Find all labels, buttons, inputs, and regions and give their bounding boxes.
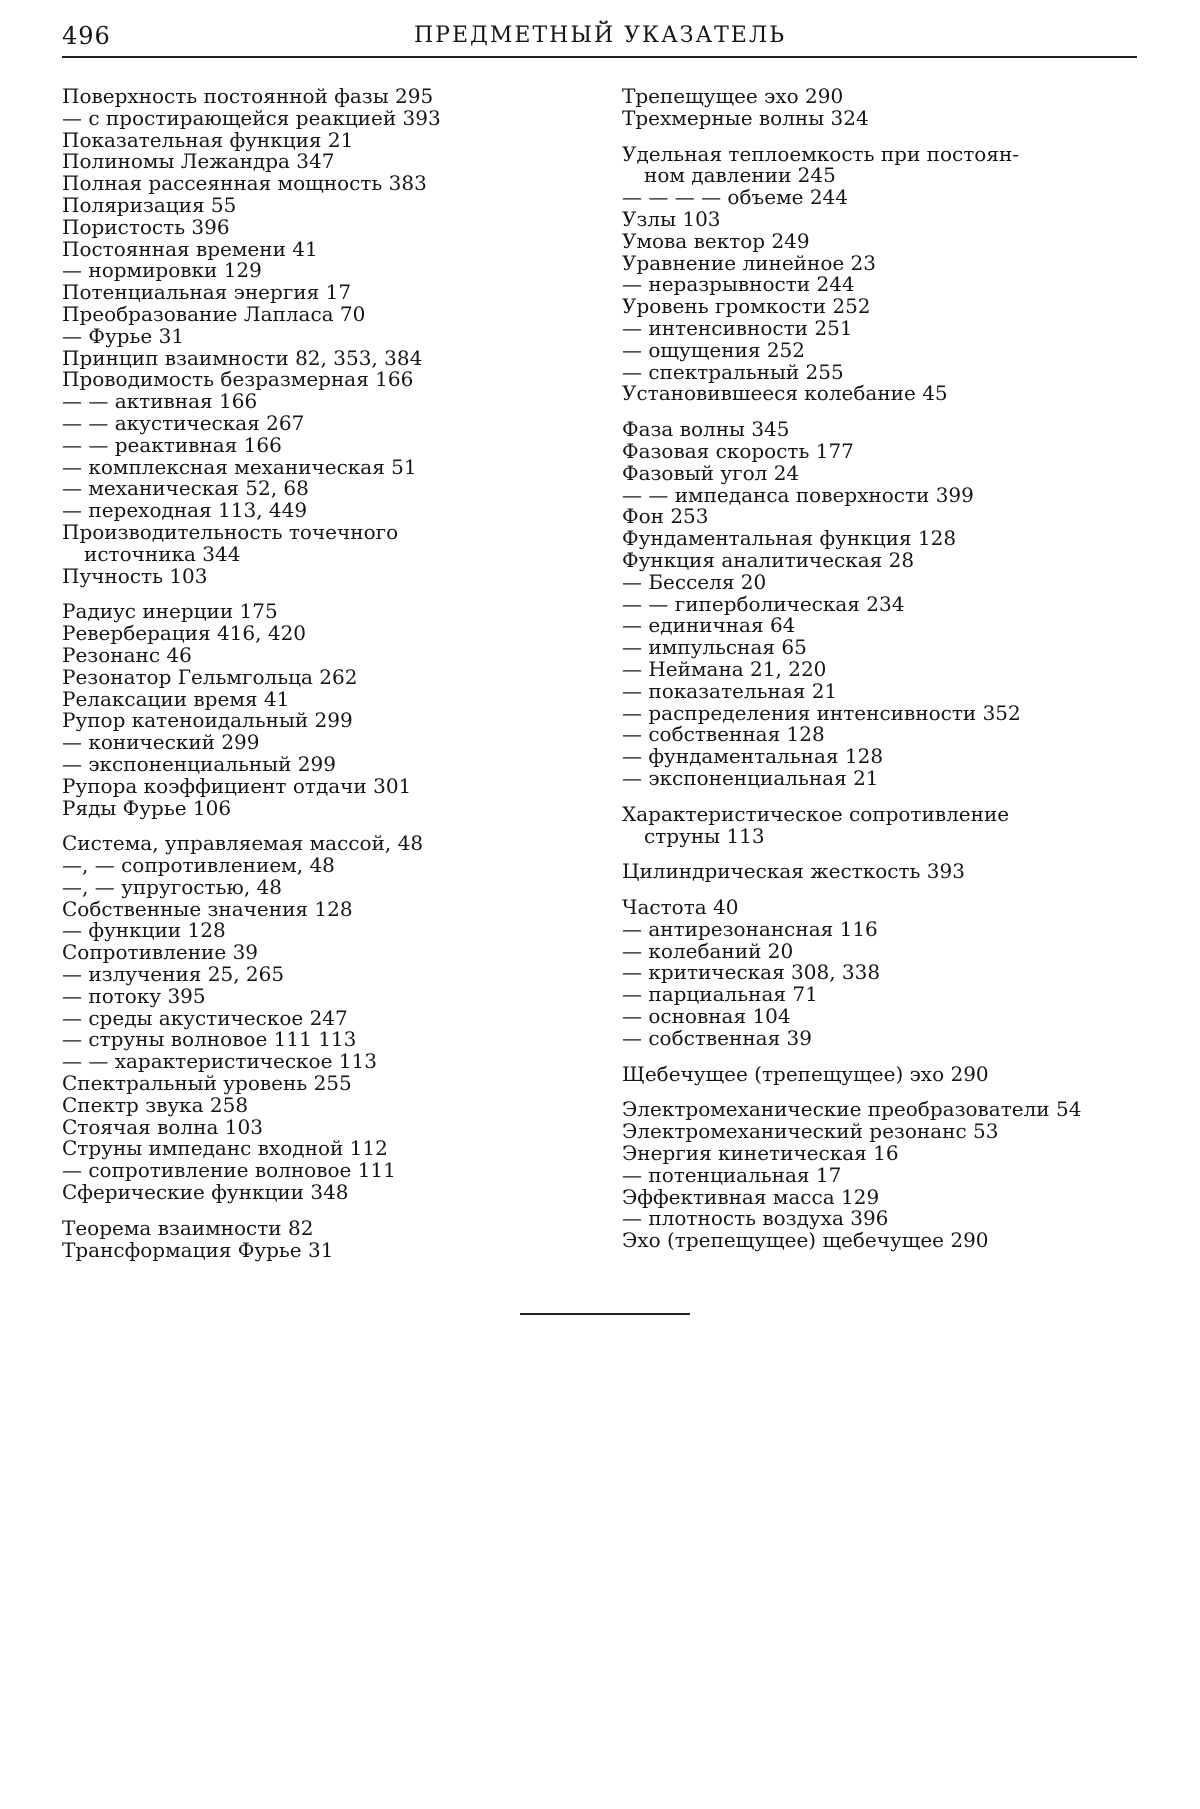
index-entry: — основная 104 — [622, 1004, 791, 1029]
index-entry: — — акустическая 267 — [62, 410, 305, 435]
page-number: 496 — [62, 22, 111, 50]
index-entry: Спектральный уровень 255 — [62, 1071, 352, 1096]
index-entry: Принцип взаимности 82, 353, 384 — [62, 345, 423, 370]
index-entry: — — импеданса поверхности 399 — [622, 482, 974, 507]
index-entry: Релаксации время 41 — [62, 686, 290, 711]
index-entry: струны 113 — [644, 823, 765, 848]
index-letter-group — [622, 86, 1142, 130]
index-entry: источника 344 — [84, 541, 241, 566]
index-entry: Поверхность постоянной фазы 295 — [62, 84, 434, 108]
index-entry: Показательная функция 21 — [62, 127, 354, 152]
index-entry: Фазовая скорость 177 — [622, 438, 854, 463]
index-letter-group — [622, 141, 1142, 406]
index-entry: Теорема взаимности 82 — [62, 1215, 314, 1240]
index-entry: — неразрывности 244 — [622, 272, 855, 297]
index-entry: Уровень громкости 252 — [622, 294, 871, 319]
index-entry: Струны импеданс входной 112 — [62, 1136, 388, 1161]
index-entry: Фундаментальная функция 128 — [622, 526, 957, 551]
index-entry: Трехмерные волны 324 — [622, 105, 869, 130]
index-entry: — переходная 113, 449 — [62, 498, 308, 523]
index-entry: Полиномы Лежандра 347 — [62, 149, 335, 174]
index-letter-group — [622, 419, 1142, 790]
index-entry: — антирезонансная 116 — [622, 916, 878, 941]
index-entry: Преобразование Лапласа 70 — [62, 301, 366, 326]
index-entry: Ряды Фурье 106 — [62, 795, 232, 820]
index-entry: Сопротивление 39 — [62, 940, 259, 965]
index-letter-group — [62, 1215, 602, 1262]
index-entry: — Фурье 31 — [62, 323, 185, 348]
index-entry: Эхо (трепещущее) щебечущее 290 — [622, 1228, 989, 1253]
index-entry: Пучность 103 — [62, 563, 208, 588]
index-entry: — критическая 308, 338 — [622, 960, 881, 985]
index-entry: Щебечущее (трепещущее) эхо 290 — [622, 1061, 989, 1086]
index-entry: — собственная 39 — [622, 1025, 813, 1050]
index-entry: Производительность точечного — [62, 519, 399, 544]
index-entry: — — реактивная 166 — [62, 432, 282, 457]
index-entry: — Неймана 21, 220 — [622, 656, 827, 681]
index-entry: Частота 40 — [622, 895, 739, 920]
index-entry: — плотность воздуха 396 — [622, 1206, 889, 1231]
index-entry: Система, управляемая массой, 48 — [62, 831, 424, 856]
index-letter-group — [622, 801, 1142, 848]
index-letter-group — [62, 86, 602, 587]
running-head-title: ПРЕДМЕТНЫЙ УКАЗАТЕЛЬ — [413, 23, 787, 48]
index-entry: Фон 253 — [622, 504, 709, 529]
index-entry: Электромеханические преобразователи 54 — [622, 1097, 1082, 1122]
index-entry: Резонанс 46 — [62, 642, 192, 667]
index-entry: Проводимость безразмерная 166 — [62, 367, 414, 392]
index-letter-group — [62, 601, 602, 819]
index-entry: Радиус инерции 175 — [62, 599, 278, 624]
index-entry: — распределения интенсивности 352 — [622, 700, 1021, 725]
index-entry: — фундаментальная 128 — [622, 744, 884, 769]
index-letter-group — [622, 861, 1142, 883]
index-entry: Рупор катеноидальный 299 — [62, 708, 353, 733]
index-entry: — парциальная 71 — [622, 982, 818, 1007]
index-entry: Реверберация 416, 420 — [62, 621, 307, 646]
index-entry: — сопротивление волновое 111 — [62, 1158, 396, 1183]
index-entry: — струны волновое 111 113 — [62, 1027, 357, 1052]
index-entry: Стоячая волна 103 — [62, 1114, 263, 1139]
index-entry: Цилиндрическая жесткость 393 — [622, 859, 965, 884]
index-letter-group — [622, 1099, 1142, 1252]
index-entry: Фаза волны 345 — [622, 417, 790, 442]
index-entry: — спектральный 255 — [622, 359, 844, 384]
index-entry: — импульсная 65 — [622, 635, 807, 660]
index-entry: Характеристическое сопротивление — [622, 801, 1010, 826]
index-entry: Полная рассеянная мощность 383 — [62, 171, 427, 196]
index-entry: — — характеристическое 113 — [62, 1049, 377, 1074]
end-rule — [520, 1313, 690, 1315]
index-entry: — конический 299 — [62, 730, 260, 755]
index-entry: — интенсивности 251 — [622, 315, 853, 340]
index-entry: —, — упругостью, 48 — [62, 874, 282, 899]
index-entry: Постоянная времени 41 — [62, 236, 318, 261]
index-entry: Сферические функции 348 — [62, 1180, 349, 1205]
index-entry: — излучения 25, 265 — [62, 962, 285, 987]
index-entry: — единичная 64 — [622, 613, 796, 638]
index-letter-group — [622, 1061, 1142, 1086]
index-entry: Установившееся колебание 45 — [622, 381, 948, 406]
index-column-left — [62, 86, 602, 1275]
index-entry: — экспоненциальный 299 — [62, 751, 336, 776]
index-entry: — среды акустическое 247 — [62, 1005, 348, 1030]
index-entry: Резонатор Гельмгольца 262 — [62, 664, 358, 689]
index-entry: ном давлении 245 — [644, 163, 836, 188]
index-entry: Удельная теплоемкость при постоян- — [622, 141, 1020, 166]
index-entry: Пористость 396 — [62, 214, 230, 239]
index-entry: — Бесселя 20 — [622, 569, 767, 594]
header-rule — [62, 56, 1137, 58]
index-entry: Узлы 103 — [622, 206, 721, 231]
index-entry: Фазовый угол 24 — [622, 460, 800, 485]
index-entry: — комплексная механическая 51 — [62, 454, 417, 479]
index-entry: Эффективная масса 129 — [622, 1184, 880, 1209]
index-entry: Трепещущее эхо 290 — [622, 84, 844, 108]
index-entry: Поляризация 55 — [62, 192, 237, 217]
index-entry: — с простирающейся реакцией 393 — [62, 105, 441, 130]
index-entry: Трансформация Фурье 31 — [62, 1237, 334, 1262]
index-entry: Рупора коэффициент отдачи 301 — [62, 773, 412, 798]
index-entry: Спектр звука 258 — [62, 1092, 249, 1117]
index-entry: — нормировки 129 — [62, 258, 262, 283]
index-letter-group — [622, 897, 1142, 1050]
index-entry: — потенциальная 17 — [622, 1162, 842, 1187]
index-entry: — показательная 21 — [622, 678, 838, 703]
index-entry: — — активная 166 — [62, 389, 258, 414]
index-entry: Потенциальная энергия 17 — [62, 280, 352, 305]
index-letter-group — [62, 833, 602, 1204]
index-entry: — функции 128 — [62, 918, 226, 943]
index-entry: — — гиперболическая 234 — [622, 591, 905, 616]
index-entry: — механическая 52, 68 — [62, 476, 309, 501]
index-entry: — — — — объеме 244 — [622, 185, 848, 210]
index-entry: Умова вектор 249 — [622, 228, 810, 253]
index-entry: Электромеханический резонанс 53 — [622, 1119, 999, 1144]
index-entry: — ощущения 252 — [622, 337, 805, 362]
index-entry: — экспоненциальная 21 — [622, 765, 879, 790]
index-entry: Функция аналитическая 28 — [622, 547, 915, 572]
index-entry: —, — сопротивлением, 48 — [62, 853, 335, 878]
index-entry: — собственная 128 — [622, 722, 825, 747]
index-entry: — колебаний 20 — [622, 938, 794, 963]
index-column-right — [622, 86, 1142, 1266]
index-entry: — потоку 395 — [62, 983, 206, 1008]
index-entry: Собственные значения 128 — [62, 896, 353, 921]
index-entry: Энергия кинетическая 16 — [622, 1141, 899, 1166]
index-entry: Уравнение линейное 23 — [622, 250, 877, 275]
